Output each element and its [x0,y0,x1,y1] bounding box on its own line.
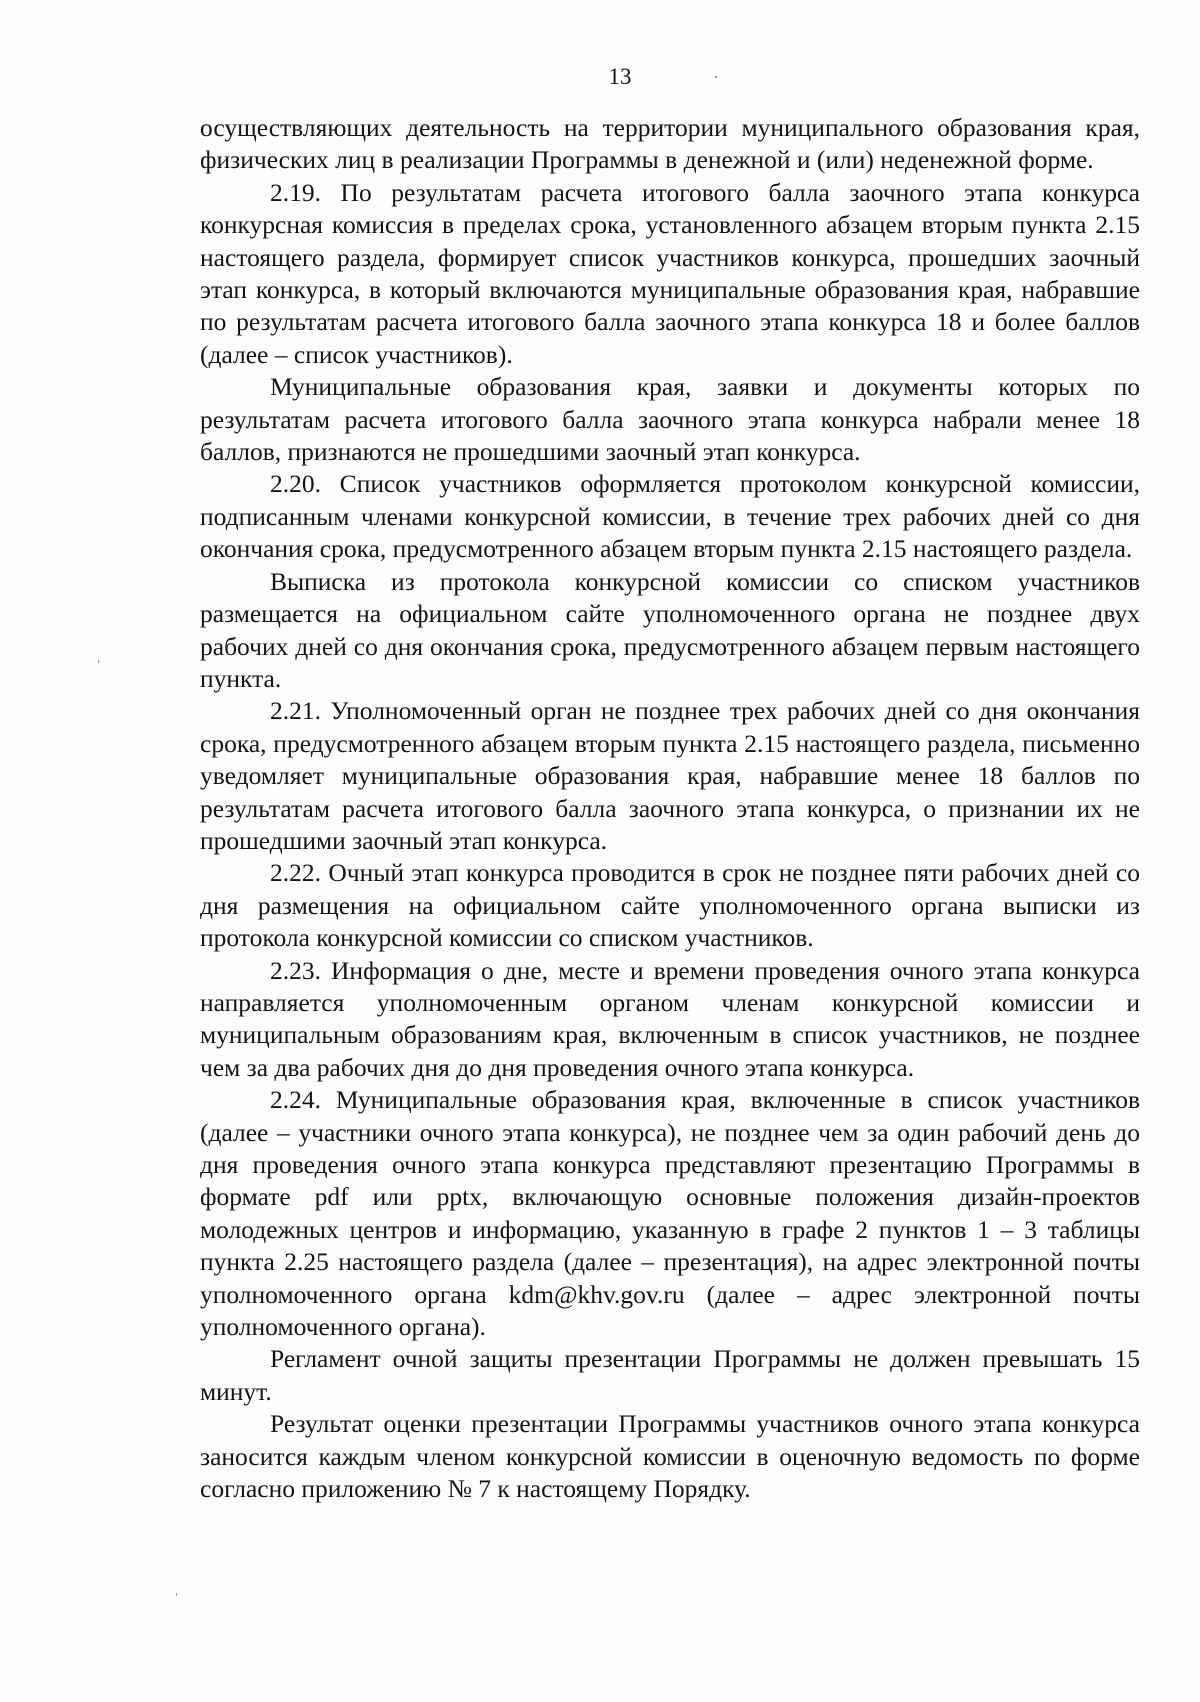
paragraph-2-24-third: Результат оценки презентации Программы участников очного этапа конкурса заносится каждым членом конкурсной комиссии в оценочную ведомость по форме согласно приложению № 7 к настоящему Порядку. [200,1409,1140,1504]
scan-speck [715,76,717,78]
scan-speck [176,1593,177,1596]
paragraph-2-24: 2.24. Муниципальные образования края, включенные в список участников (далее – участники очного этапа конкурса), не позднее чем за один рабочий день до дня проведения очного этапа конкурса представляют презентацию Программы в формате pdf или pptx, включающую основные положения дизайн-проектов молодежных центров и информацию, указанную в графе 2 пунктов 1 – 3 таблицы пункта 2.25 настоящего раздела (далее – презентация), на адрес электронной почты уполномоченного органа kdm@khv.gov.ru (далее – адрес электронной почты уполномоченного органа). [200,1085,1140,1342]
paragraph-2-19-second: Муниципальные образования края, заявки и документы которых по результатам расчета итогового балла заочного этапа конкурса набрали менее 18 баллов, признаются не прошедшими заочный этап конкурса. [200,372,1140,467]
paragraph-2-20: 2.20. Список участников оформляется протоколом конкурсной комиссии, подписанным членами конкурсной комиссии, в течение трех рабочих дней со дня окончания срока, предусмотренного абзацем вторым пункта 2.15 настоящего раздела. [200,469,1140,564]
paragraph-2-21: 2.21. Уполномоченный орган не позднее трех рабочих дней со дня окончания срока, предусмотренного абзацем вторым пункта 2.15 настоящего раздела, письменно уведомляет муниципальные образования края, набравшие менее 18 баллов по результатам расчета итогового балла заочного этапа конкурса, о признании их не прошедшими заочный этап конкурса. [200,696,1140,855]
paragraph-2-19: 2.19. По результатам расчета итогового балла заочного этапа конкурса конкурсная комиссия в пределах срока, установленного абзацем вторым пункта 2.15 настоящего раздела, формирует список участников конкурса, прошедших заочный этап конкурса, в который включаются муниципальные образования края, набравшие по результатам расчета итогового балла заочного этапа конкурса 18 и более баллов (далее – список участников). [200,177,1140,369]
page-number: 13 [608,64,632,89]
paragraph-2-24-second: Регламент очной защиты презентации Программы не должен превышать 15 минут. [200,1344,1140,1406]
paragraph-2-22: 2.22. Очный этап конкурса проводится в срок не позднее пяти рабочих дней со дня размещения на официальном сайте уполномоченного органа выписки из протокола конкурсной комиссии со списком участников. [200,858,1140,953]
paragraph-2-20-second: Выписка из протокола конкурсной комиссии со списком участников размещается на официальном сайте уполномоченного органа не позднее двух рабочих дней со дня окончания срока, предусмотренного абзацем первым настоящего пункта. [200,566,1140,693]
paragraph-continuation: осуществляющих деятельность на территории муниципального образования края, физических лиц в реализации Программы в денежной и (или) неденежной форме. [200,113,1140,175]
document-body [200,112,1140,1505]
scan-speck [98,660,99,663]
paragraph-2-23: 2.23. Информация о дне, месте и времени проведения очного этапа конкурса направляется уполномоченным органом членам конкурсной комиссии и муниципальным образованиям края, включенным в список участников, не позднее чем за два рабочих дня до дня проведения очного этапа конкурса. [200,955,1140,1082]
